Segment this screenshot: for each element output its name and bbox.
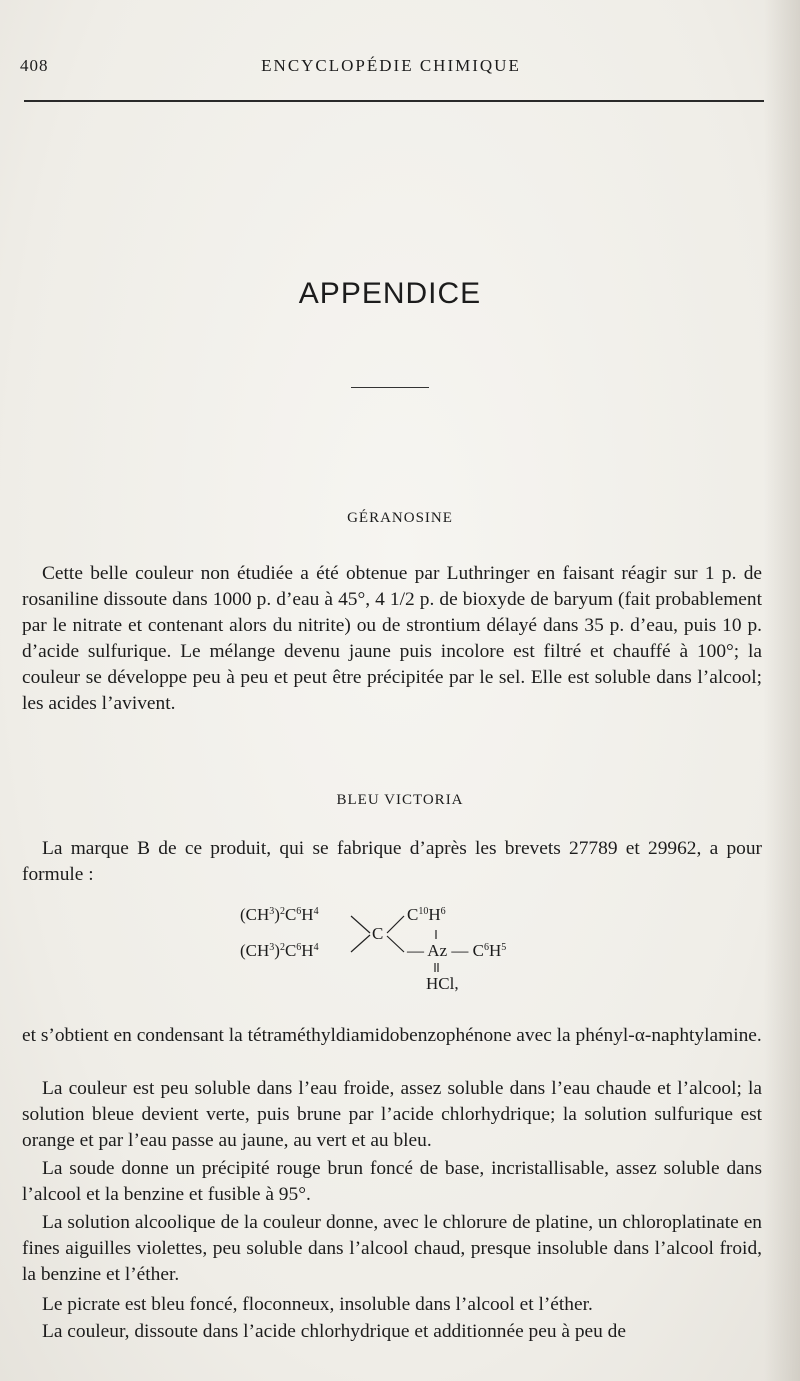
paragraph-condensation: et s’obtient en condensant la tétraméthyldiamidobenzophénone avec la phényl-α-naphtylamine.: [22, 1025, 762, 1046]
header-rule: [24, 100, 764, 102]
formula-left-top: $(CH^3)^2C^6H^4$: [240, 905, 319, 924]
paragraph-geranosine: Cette belle couleur non étudiée a été obtenue par Luthringer en faisant réagir sur 1 p. de rosaniline dissoute dans 1000 p. d’eau à 45°, 4 1/2 p. de bioxyde de baryum (fait probablement par le nitrate et contenant alors du nitrite) ou de strontium délayé dans 35 p. d’eau, puis 10 p. d’acide sulfurique. Le mélange devenu jaune puis incolore est filtré et chauffé à 100°; la couleur se développe peu à peu et peut être précipitée par le sel. Elle est soluble dans l’alcool; les acides l’avivent.: [22, 563, 762, 714]
formula-right-top: $C^{10}H^6$: [407, 905, 446, 924]
chemical-formula: [240, 905, 540, 1000]
page-header: [20, 56, 762, 82]
section-heading-geranosine: GÉRANOSINE: [347, 510, 453, 526]
page-edge-shadow: [764, 0, 800, 1381]
formula-right-bottom: — Az — $C^6H^5$: [407, 941, 507, 960]
paragraph-soude: La soude donne un précipité rouge brun foncé de base, incristallisable, assez soluble dans l’alcool et la benzine et fusible à 95°.: [22, 1158, 762, 1205]
section-divider: [351, 387, 429, 388]
appendix-title: APPENDICE: [298, 277, 482, 310]
paragraph-picrate: Le picrate est bleu foncé, floconneux, insoluble dans l’alcool et l’éther.: [42, 1294, 593, 1315]
section-heading-bleu-victoria: BLEU VICTORIA: [336, 792, 464, 808]
paragraph-platine: La solution alcoolique de la couleur donne, avec le chlorure de platine, un chloroplatinate en fines aiguilles violettes, peu soluble dans l’alcool chaud, presque insoluble dans l’alcool froid, la benzine et l’éther.: [22, 1212, 762, 1285]
page-number: 408: [20, 56, 49, 75]
formula-central-carbon: C: [372, 924, 384, 943]
paragraph-intro: La marque B de ce produit, qui se fabrique d’après les brevets 27789 et 29962, a pour formule :: [22, 838, 762, 885]
paragraph-last: La couleur, dissoute dans l’acide chlorhydrique et additionnée peu à peu de: [42, 1321, 626, 1342]
running-title: ENCYCLOPÉDIE CHIMIQUE: [261, 56, 521, 75]
formula-left-bottom: $(CH^3)^2C^6H^4$: [240, 941, 319, 960]
formula-hcl: HCl,: [426, 974, 459, 993]
paragraph-solubility: La couleur est peu soluble dans l’eau froide, assez soluble dans l’eau chaude et l’alcool; la solution bleue devient verte, puis brune par l’acide chlorhydrique; la solution sulfurique est orange et par l’eau passe au jaune, au vert et au bleu.: [22, 1078, 762, 1151]
